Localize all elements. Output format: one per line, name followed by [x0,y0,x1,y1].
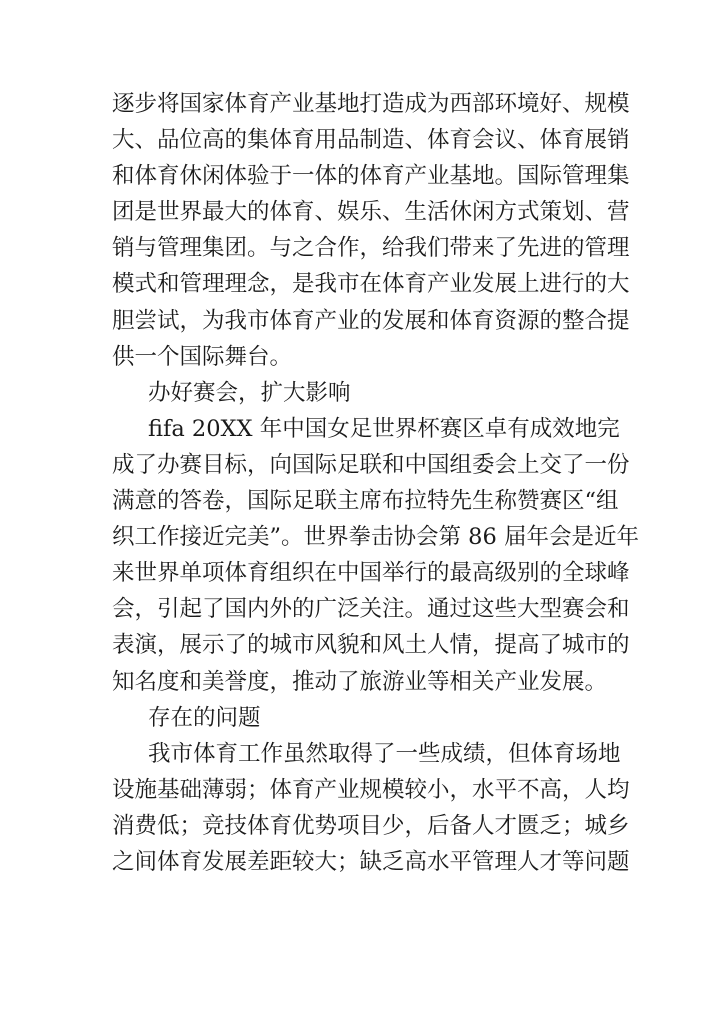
document-body [112,86,639,880]
paragraph-line: 表演，展示了的城市风貌和风土人情，提高了城市的 [112,632,630,659]
paragraph-line: 满意的答卷，国际足联主席布拉特先生称赞赛区“组 [112,488,619,515]
paragraph-line: 大、品位高的集体育用品制造、体育会议、体育展销 [112,127,630,154]
paragraph-line: 团是世界最大的体育、娱乐、生活休闲方式策划、营 [112,199,630,226]
paragraph-line: 之间体育发展差距较大；缺乏高水平管理人才等问题 [112,848,630,875]
paragraph-line: 模式和管理理念，是我市在体育产业发展上进行的大 [112,271,630,298]
paragraph-line: 来世界单项体育组织在中国举行的最高级别的全球峰 [112,560,630,587]
paragraph-line: fifa 20XX 年中国女足世界杯赛区卓有成效地完 [148,415,620,442]
paragraph-line: 消费低；竞技体育优势项目少，后备人才匮乏；城乡 [112,812,630,839]
paragraph-line: 供一个国际舞台。 [112,343,293,370]
paragraph-line: 逐步将国家体育产业基地打造成为西部环境好、规模 [112,91,630,117]
paragraph-line: 织工作接近完美”。世界拳击协会第 86 届年会是近年 [112,524,639,551]
paragraph-line: 设施基础薄弱；体育产业规模较小，水平不高，人均 [112,776,630,803]
paragraph-line: 成了办赛目标，向国际足联和中国组委会上交了一份 [112,451,630,478]
paragraph-line: 胆尝试，为我市体育产业的发展和体育资源的整合提 [112,307,630,334]
section-heading: 办好赛会，扩大影响 [148,379,351,406]
paragraph-line: 知名度和美誉度，推动了旅游业等相关产业发展。 [112,668,608,695]
paragraph-line: 销与管理集团。与之合作，给我们带来了先进的管理 [112,235,630,262]
section-heading: 存在的问题 [148,704,261,731]
paragraph-line: 和体育休闲体验于一体的体育产业基地。国际管理集 [112,163,630,190]
paragraph-line: 我市体育工作虽然取得了一些成绩，但体育场地 [148,740,621,767]
paragraph-line: 会，引起了国内外的广泛关注。通过这些大型赛会和 [112,596,630,623]
